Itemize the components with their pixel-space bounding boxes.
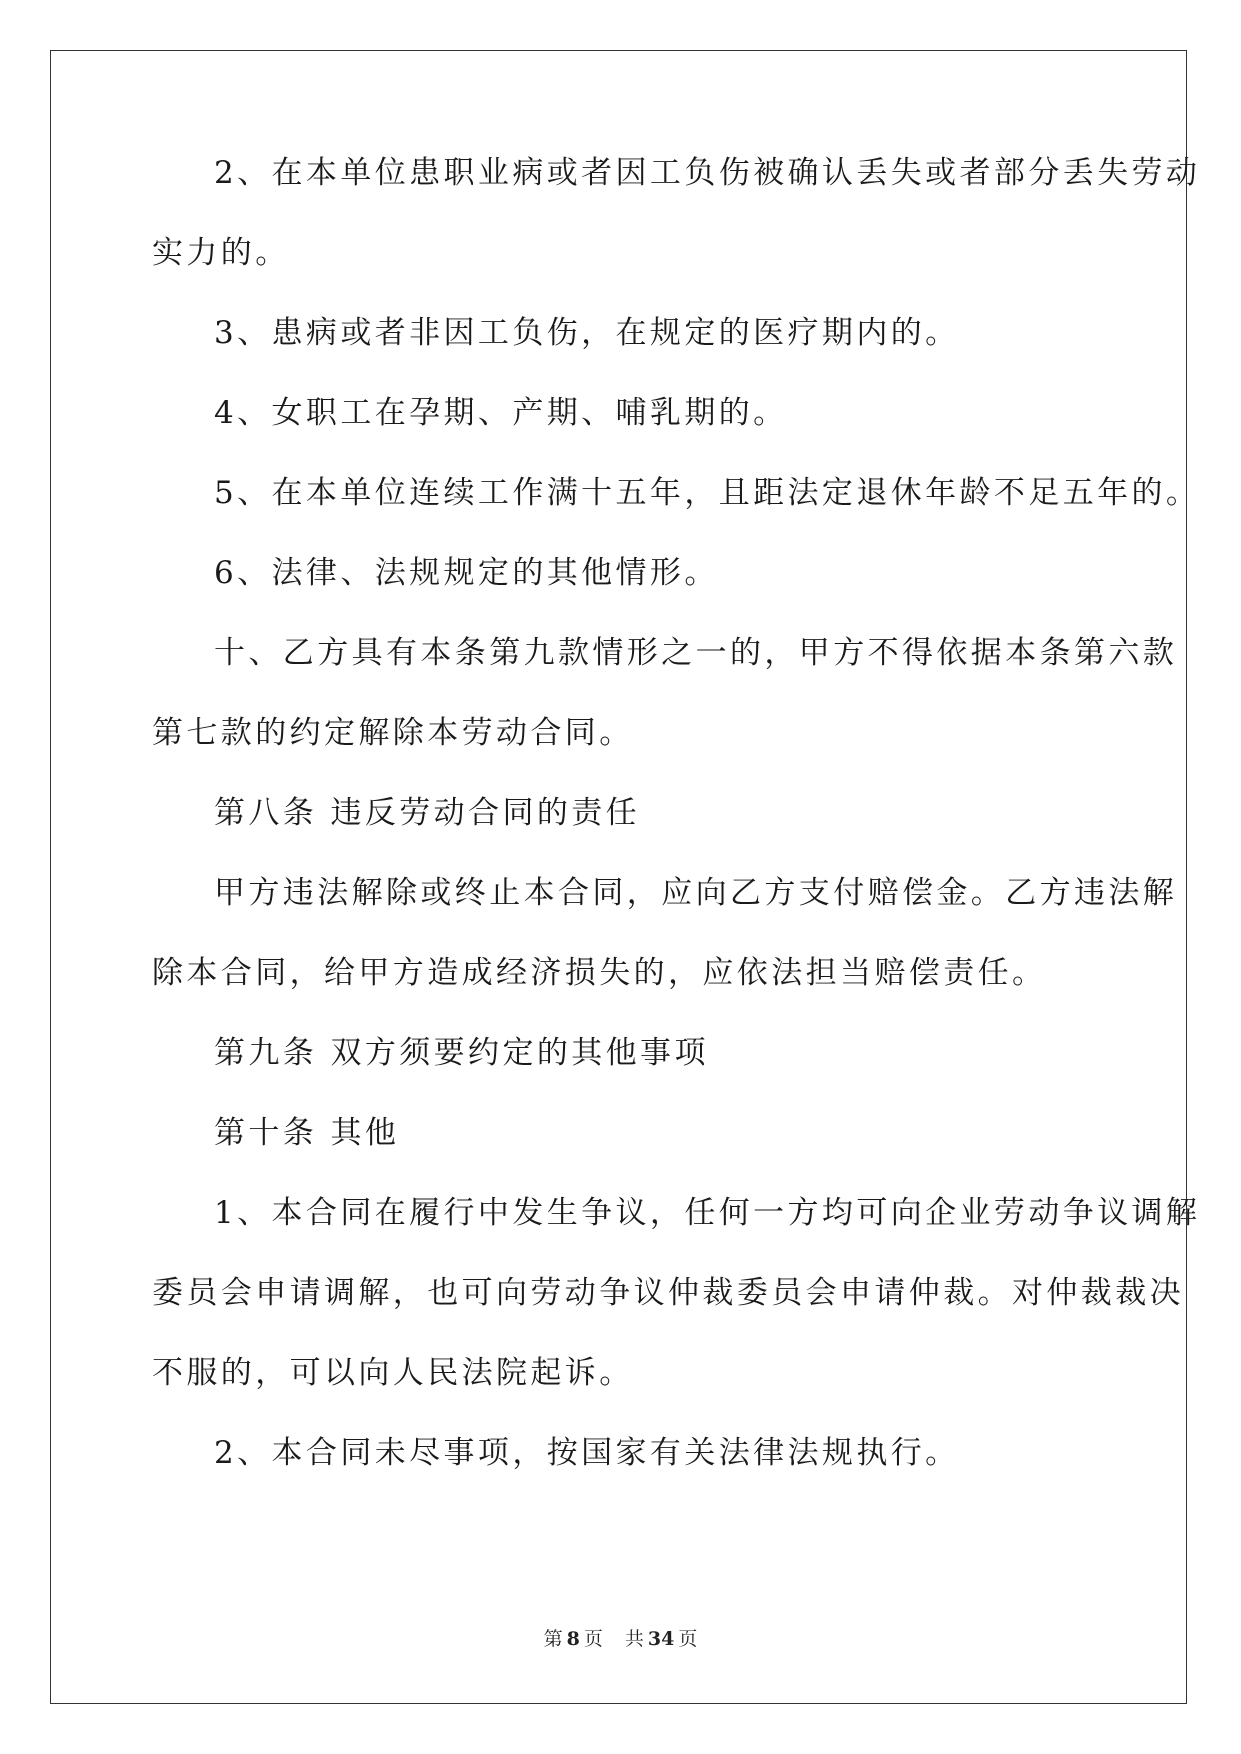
paragraph-line: 实力的。 [152, 235, 290, 271]
paragraph-line: 十、乙方具有本条第九款情形之一的，甲方不得依据本条第六款 [214, 635, 1178, 671]
paragraph-line: 1、本合同在履行中发生争议，任何一方均可向企业劳动争议调解 [214, 1195, 1201, 1231]
page-number: 8 [566, 1628, 580, 1650]
section-heading: 第八条 违反劳动合同的责任 [214, 795, 641, 831]
paragraph-line: 第七款的约定解除本劳动合同。 [152, 715, 634, 751]
paragraph-line: 5、在本单位连续工作满十五年，且距法定退休年龄不足五年的。 [214, 475, 1201, 511]
total-prefix: 共 [624, 1628, 644, 1650]
paragraph-line: 甲方违法解除或终止本合同，应向乙方支付赔偿金。乙方违法解 [214, 875, 1178, 911]
page-footer [0, 1627, 1241, 1651]
paragraph-line: 2、本合同未尽事项，按国家有关法律法规执行。 [214, 1435, 960, 1471]
paragraph-line: 3、患病或者非因工负伤，在规定的医疗期内的。 [214, 315, 960, 351]
paragraph-line: 委员会申请调解，也可向劳动争议仲裁委员会申请仲裁。对仲裁裁决 [152, 1275, 1184, 1311]
total-pages: 34 [647, 1628, 675, 1650]
paragraph-line: 不服的，可以向人民法院起诉。 [152, 1355, 634, 1391]
paragraph-line: 4、女职工在孕期、产期、哺乳期的。 [214, 395, 788, 431]
section-heading: 第十条 其他 [214, 1115, 400, 1151]
paragraph-line: 2、在本单位患职业病或者因工负伤被确认丢失或者部分丢失劳动 [214, 155, 1201, 191]
paragraph-line: 6、法律、法规规定的其他情形。 [214, 555, 719, 591]
page-suffix: 页 [583, 1628, 603, 1650]
section-heading: 第九条 双方须要约定的其他事项 [214, 1035, 709, 1071]
paragraph-line: 除本合同，给甲方造成经济损失的，应依法担当赔偿责任。 [152, 955, 1047, 991]
page-prefix: 第 [543, 1628, 563, 1650]
total-suffix: 页 [678, 1628, 698, 1650]
